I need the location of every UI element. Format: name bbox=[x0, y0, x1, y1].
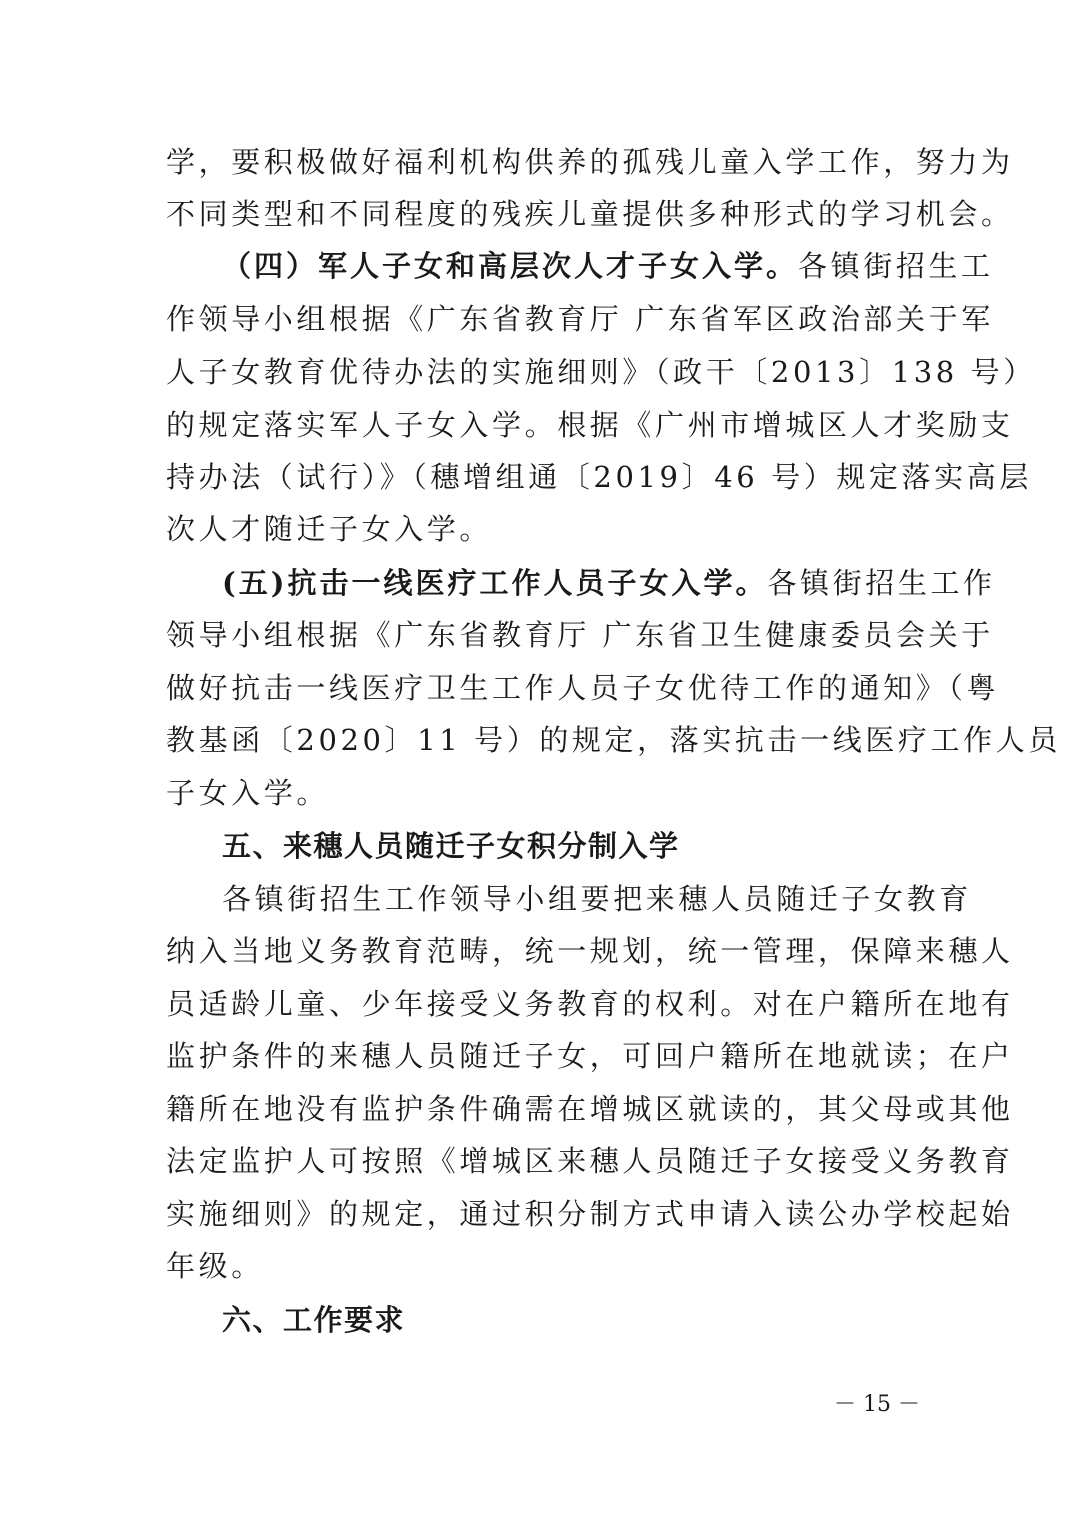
line-text: 各镇街招生工 bbox=[798, 249, 994, 283]
line-text: 的规定落实军人子女入学。根据《广州市增城区人才奖励支 bbox=[166, 408, 1014, 442]
paragraph-line bbox=[166, 405, 1014, 445]
line-text: 持办法（试行）》（穗增组通〔2019〕46 号）规定落实高层 bbox=[166, 460, 1032, 494]
line-text: 学，要积极做好福利机构供养的孤残儿童入学工作，努力为 bbox=[166, 145, 1014, 179]
page-number: － 15 － bbox=[834, 1392, 920, 1417]
paragraph-line bbox=[166, 1141, 1014, 1181]
line-text: 做好抗击一线医疗卫生工作人员子女优待工作的通知》（粤 bbox=[166, 671, 1000, 705]
line-text: 籍所在地没有监护条件确需在增城区就读的，其父母或其他 bbox=[166, 1092, 1014, 1126]
section-five-title: (五)抗击一线医疗工作人员子女入学。 bbox=[222, 566, 768, 600]
paragraph-line bbox=[166, 615, 994, 655]
line-text: 不同类型和不同程度的残疾儿童提供多种形式的学习机会。 bbox=[166, 197, 1014, 231]
line-text: 各镇街招生工作 bbox=[767, 566, 996, 600]
paragraph-line bbox=[166, 1246, 916, 1286]
paragraph-line bbox=[222, 879, 972, 919]
line-text: 教基函〔2020〕11 号）的规定，落实抗击一线医疗工作人员 bbox=[166, 723, 1061, 757]
paragraph-line bbox=[166, 668, 1000, 708]
section-four-title: （四）军人子女和高层次人才子女入学。 bbox=[222, 249, 799, 283]
line-text: 员适龄儿童、少年接受义务教育的权利。对在户籍所在地有 bbox=[166, 987, 1014, 1021]
paragraph-line bbox=[166, 1036, 1014, 1076]
line-text: 纳入当地义务教育范畴，统一规划，统一管理，保障来穗人 bbox=[166, 934, 1014, 968]
paragraph-line bbox=[166, 1194, 1014, 1234]
paragraph-line bbox=[166, 773, 916, 813]
line-text: 法定监护人可按照《增城区来穗人员随迁子女接受义务教育 bbox=[166, 1144, 1014, 1178]
paragraph-line bbox=[166, 352, 1036, 392]
section-four-first-line bbox=[222, 246, 994, 286]
paragraph-line bbox=[166, 194, 1014, 234]
paragraph-line bbox=[166, 299, 994, 339]
line-text: 实施细则》的规定，通过积分制方式申请入读公办学校起始 bbox=[166, 1197, 1014, 1231]
paragraph-line bbox=[166, 509, 916, 549]
line-text: 次人才随迁子女入学。 bbox=[166, 512, 493, 546]
paragraph-line bbox=[166, 457, 1032, 497]
heading-text: 五、来穗人员随迁子女积分制入学 bbox=[222, 829, 680, 863]
heading-text: 六、工作要求 bbox=[222, 1303, 406, 1337]
line-text: 领导小组根据《广东省教育厅 广东省卫生健康委员会关于 bbox=[166, 618, 994, 652]
paragraph-line bbox=[166, 1089, 1014, 1129]
chapter-six-heading bbox=[222, 1300, 916, 1340]
paragraph-line bbox=[166, 984, 1014, 1024]
line-text: 子女入学。 bbox=[166, 776, 330, 810]
paragraph-line bbox=[166, 142, 1014, 182]
section-five-first-line bbox=[222, 563, 996, 603]
chapter-five-heading bbox=[222, 826, 916, 866]
line-text: 人子女教育优待办法的实施细则》（政干〔2013〕138 号） bbox=[166, 355, 1036, 389]
line-text: 监护条件的来穗人员随迁子女，可回户籍所在地就读；在户 bbox=[166, 1039, 1014, 1073]
line-text: 作领导小组根据《广东省教育厅 广东省军区政治部关于军 bbox=[166, 302, 994, 336]
paragraph-line bbox=[166, 931, 1014, 971]
line-text: 各镇街招生工作领导小组要把来穗人员随迁子女教育 bbox=[222, 882, 972, 916]
paragraph-line bbox=[166, 720, 1061, 760]
line-text: 年级。 bbox=[166, 1249, 264, 1283]
